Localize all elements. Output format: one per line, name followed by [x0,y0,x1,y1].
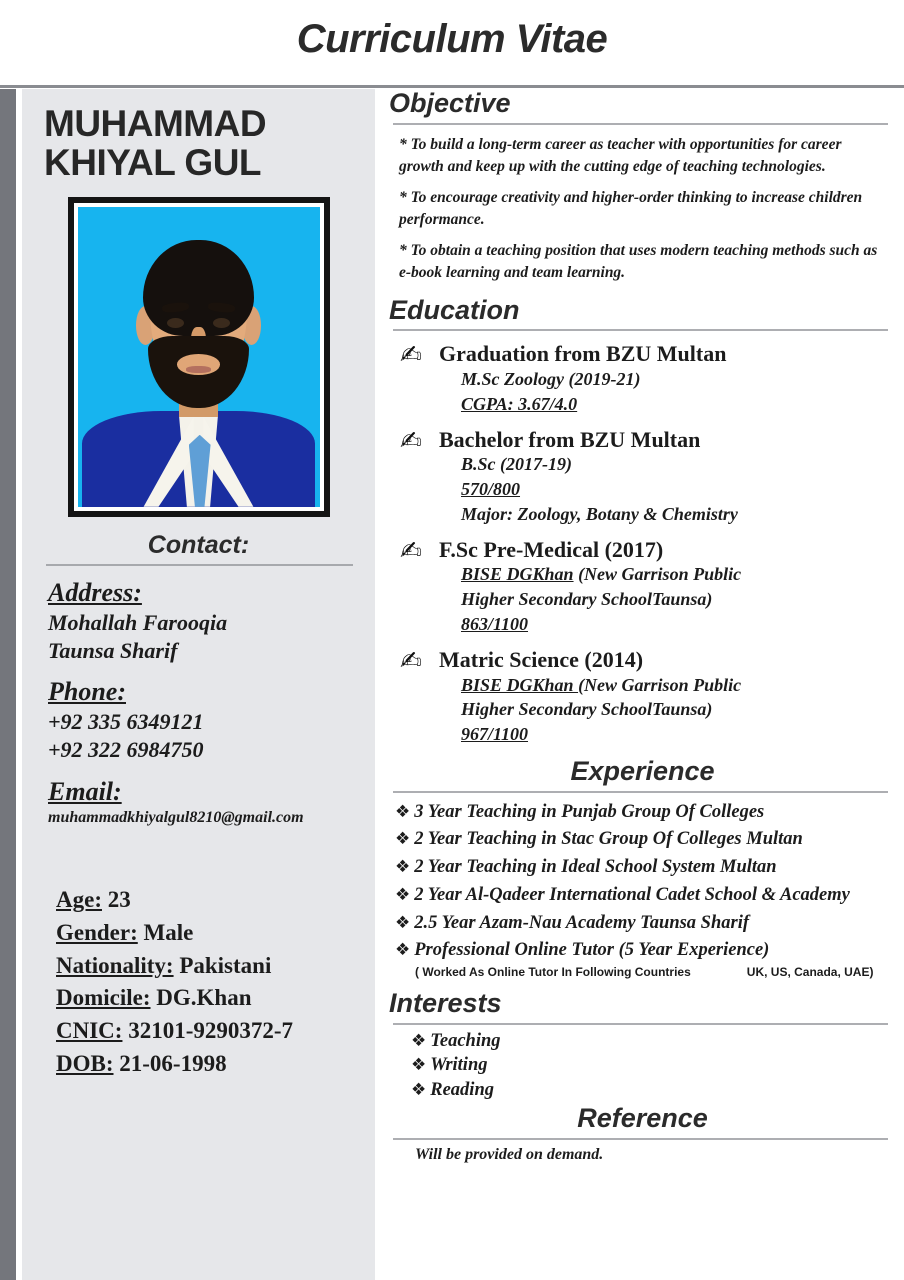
education-detail: M.Sc Zoology (2019-21) [461,369,641,389]
diamond-bullet-icon: ❖ [395,884,411,905]
list-item [389,910,896,938]
experience-divider [393,791,888,793]
education-detail [461,673,896,698]
contact-block [22,566,375,829]
avatar [78,207,320,507]
experience-text: 2 Year Al-Qadeer International Cadet School & Academy [414,884,850,905]
education-board-tail: (New Garrison Public [573,564,742,585]
detail-row-cnic [56,1015,361,1048]
list-item [389,854,896,882]
candidate-name [22,89,375,183]
experience-text: 2 Year Teaching in Stac Group Of Colleges Multan [414,829,803,850]
list-item [389,799,896,827]
diamond-bullet-icon: ❖ [411,1030,427,1051]
objective-point-1: * To build a long-term career as teacher with opportunities for career growth and keep up with the cutting edge of teaching technologies. [399,135,842,175]
personal-details [22,884,375,1080]
portrait-mouth [186,366,210,373]
section-heading-experience: Experience [570,755,715,786]
detail-value-gender: Male [143,920,194,946]
experience-text: 3 Year Teaching in Punjab Group Of Colleges [414,801,765,822]
writing-hand-icon: ✍ [400,340,423,370]
experience-list [389,799,896,966]
education-detail: Major: Zoology, Botany & Chemistry [461,503,738,524]
portrait-eye-left [167,318,184,328]
education-detail: Higher Secondary SchoolTaunsa) [461,589,713,610]
main-content [375,89,904,1280]
detail-key-gender: Gender: [56,920,138,946]
contact-heading: Contact: [147,530,250,559]
detail-key-age: Age: [56,887,102,913]
education-item-body [439,342,896,416]
objective-divider [393,123,888,125]
left-accent-bar [0,89,16,1280]
candidate-name-line2: KHIYAL GUL [44,141,262,183]
writing-hand-icon: ✍ [400,425,423,455]
detail-value-domicile: DG.Khan [156,985,252,1011]
interests-list [389,1029,896,1102]
education-item-body [439,538,896,637]
address-line-2: Taunsa Sharif [48,637,178,663]
education-detail: CGPA: 3.67/4.0 [461,393,578,414]
list-item [389,882,896,910]
detail-value-nationality: Pakistani [179,952,272,978]
diamond-bullet-icon: ❖ [411,1055,427,1076]
experience-text: 2.5 Year Azam-Nau Academy Taunsa Sharif [414,912,750,933]
education-detail: B.Sc (2017-19) [461,454,572,475]
detail-value-age: 23 [107,887,131,913]
education-item [389,645,896,747]
interest-text: Writing [430,1055,488,1076]
list-item [389,826,896,854]
address-line-1: Mohallah Farooqia [48,609,228,635]
diamond-bullet-icon: ❖ [411,1079,427,1100]
phone-number-2[interactable]: +92 322 6984750 [48,737,204,763]
education-item-body [439,428,896,527]
email-address[interactable]: muhammadkhiyalgul8210@gmail.com [48,808,304,826]
detail-row-gender [56,917,361,950]
detail-value-dob: 21-06-1998 [119,1050,227,1076]
detail-key-cnic: CNIC: [56,1018,123,1044]
cv-body [0,89,904,1280]
reference-divider [393,1138,888,1140]
education-board-tail: (New Garrison Public [578,674,742,695]
list-item [389,937,896,965]
education-detail: 570/800 [461,479,521,500]
interest-text: Reading [430,1079,494,1100]
sidebar [22,89,375,1280]
education-board: BISE DGKhan [461,674,579,695]
section-heading-education: Education [389,294,520,325]
section-heading-reference: Reference [577,1103,708,1134]
education-title: F.Sc Pre-Medical (2017) [439,536,664,562]
education-title: Bachelor from BZU Multan [439,426,701,452]
objective-point-3: * To obtain a teaching position that uses modern teaching methods such as e-book learning and team learning. [399,241,878,281]
interests-divider [393,1023,888,1025]
section-heading-objective: Objective [389,88,511,118]
diamond-bullet-icon: ❖ [395,857,411,878]
portrait-hair [143,240,254,336]
portrait-eye-right [213,318,230,328]
detail-row-age [56,884,361,917]
diamond-bullet-icon: ❖ [395,801,411,822]
detail-key-domicile: Domicile: [56,985,151,1011]
education-item-body [439,648,896,747]
experience-note [415,965,896,979]
education-divider [393,329,888,331]
writing-hand-icon: ✍ [400,535,423,565]
education-title: Graduation from BZU Multan [439,341,727,367]
email-label: Email: [48,776,122,806]
education-item [389,535,896,637]
education-detail: 863/1100 [461,614,529,635]
experience-note-left: ( Worked As Online Tutor In Following Countries [415,965,691,980]
photo-frame [68,197,330,517]
list-item [389,1029,896,1053]
detail-row-nationality [56,950,361,983]
education-board: BISE DGKhan [461,564,574,585]
diamond-bullet-icon: ❖ [395,829,411,850]
candidate-name-line1: MUHAMMAD [44,103,267,144]
photo-inner-border [74,203,324,511]
education-detail [461,562,896,587]
interest-text: Teaching [430,1030,501,1051]
detail-key-dob: DOB: [56,1050,114,1076]
detail-row-domicile [56,982,361,1015]
phone-label: Phone: [48,677,126,707]
list-item [389,1078,896,1102]
page-title: Curriculum Vitae [296,17,608,61]
experience-text: Professional Online Tutor (5 Year Experience) [414,940,770,961]
experience-note-right: UK, US, Canada, UAE) [746,965,874,980]
education-detail: 967/1100 [461,724,529,745]
section-heading-interests: Interests [389,988,502,1019]
phone-number-1[interactable]: +92 335 6349121 [48,709,204,735]
education-detail: Higher Secondary SchoolTaunsa) [461,699,713,720]
experience-text: 2 Year Teaching in Ideal School System Multan [414,857,777,878]
education-item [389,425,896,527]
education-item [389,342,896,416]
detail-row-dob [56,1048,361,1081]
detail-value-cnic: 32101-9290372-7 [128,1018,294,1044]
writing-hand-icon: ✍ [400,645,423,675]
address-label: Address: [48,577,142,607]
reference-text: Will be provided on demand. [415,1145,604,1163]
diamond-bullet-icon: ❖ [395,940,411,961]
list-item [389,1053,896,1077]
objective-point-2: * To encourage creativity and higher-order thinking to increase children performance. [399,188,863,228]
education-title: Matric Science (2014) [439,646,644,672]
diamond-bullet-icon: ❖ [395,912,411,933]
detail-key-nationality: Nationality: [56,952,174,978]
